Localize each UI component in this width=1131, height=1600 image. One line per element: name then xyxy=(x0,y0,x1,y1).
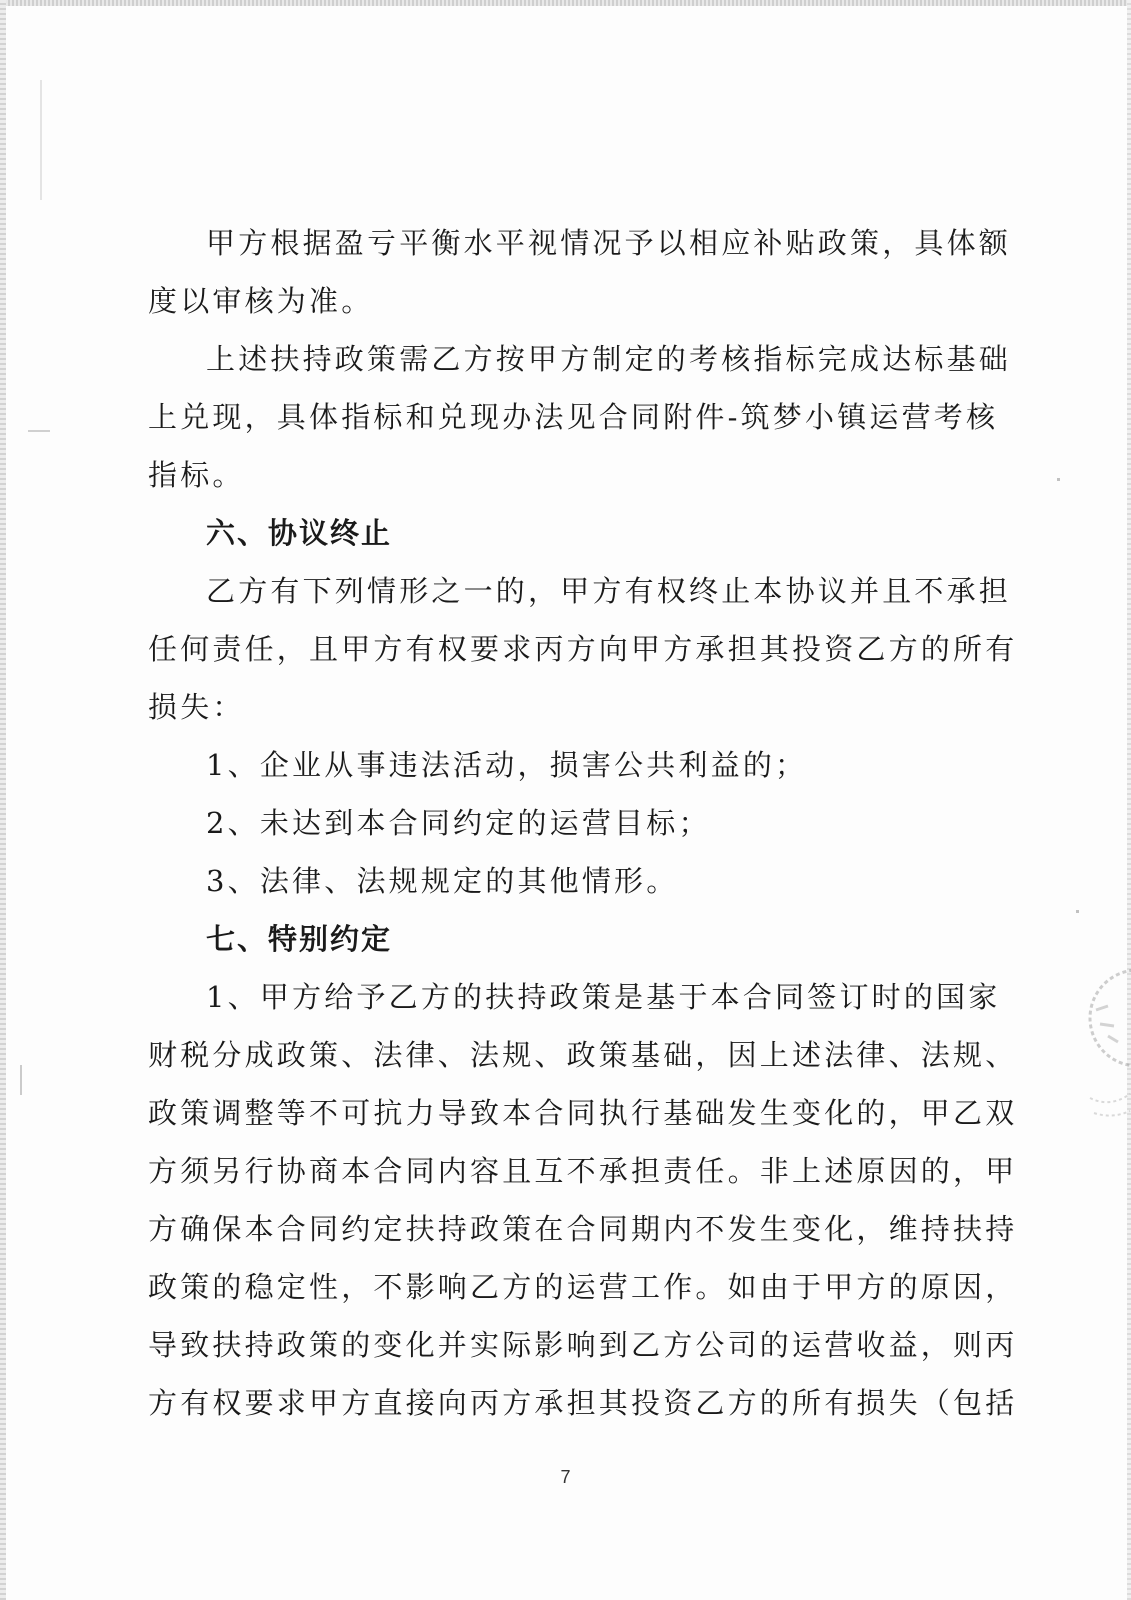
section-heading-termination: 六、协议终止 xyxy=(206,516,393,550)
text-line: 政策调整等不可抗力导致本合同执行基础发生变化的，甲乙双 xyxy=(148,1096,1018,1130)
scan-mark xyxy=(1076,910,1079,913)
body-text xyxy=(148,214,1018,1432)
list-item: 1、企业从事违法活动，损害公共利益的； xyxy=(206,748,808,782)
scan-mark xyxy=(1057,478,1060,481)
scan-mark xyxy=(40,80,42,200)
text-line: 导致扶持政策的变化并实际影响到乙方公司的运营收益，则丙 xyxy=(148,1328,1018,1362)
scan-mark xyxy=(20,1065,22,1095)
text-line: 度以审核为准。 xyxy=(148,284,374,318)
scan-mark xyxy=(28,430,50,432)
scan-edge-right xyxy=(1127,0,1131,1600)
text-line: 乙方有下列情形之一的，甲方有权终止本协议并且不承担 xyxy=(206,574,1012,608)
scan-edge-top xyxy=(0,0,1131,6)
text-line: 上兑现，具体指标和兑现办法见合同附件-筑梦小镇运营考核 xyxy=(148,400,999,434)
text-line: 方有权要求甲方直接向丙方承担其投资乙方的所有损失（包括 xyxy=(148,1386,1018,1420)
text-line: 方须另行协商本合同内容且互不承担责任。非上述原因的，甲 xyxy=(148,1154,1018,1188)
text-line: 损失： xyxy=(148,690,245,724)
text-line: 上述扶持政策需乙方按甲方制定的考核指标完成达标基础 xyxy=(206,342,1012,376)
list-item: 3、法律、法规规定的其他情形。 xyxy=(206,864,679,898)
text-line: 1、甲方给予乙方的扶持政策是基于本合同签订时的国家 xyxy=(206,980,1001,1014)
section-heading-special-agreement: 七、特别约定 xyxy=(206,922,393,956)
seal-stamp-partial xyxy=(1078,958,1131,1158)
text-line: 方确保本合同约定扶持政策在合同期内不发生变化，维持扶持 xyxy=(148,1212,1018,1246)
text-line: 政策的稳定性，不影响乙方的运营工作。如由于甲方的原因， xyxy=(148,1270,1018,1304)
scan-edge-left xyxy=(0,0,6,1600)
page-number: 7 xyxy=(560,1467,571,1487)
text-line: 甲方根据盈亏平衡水平视情况予以相应补贴政策，具体额 xyxy=(206,226,1012,260)
text-line: 财税分成政策、法律、法规、政策基础，因上述法律、法规、 xyxy=(148,1038,1018,1072)
list-item: 2、未达到本合同约定的运营目标； xyxy=(206,806,711,840)
text-line: 指标。 xyxy=(148,458,245,492)
text-line: 任何责任，且甲方有权要求丙方向甲方承担其投资乙方的所有 xyxy=(148,632,1018,666)
